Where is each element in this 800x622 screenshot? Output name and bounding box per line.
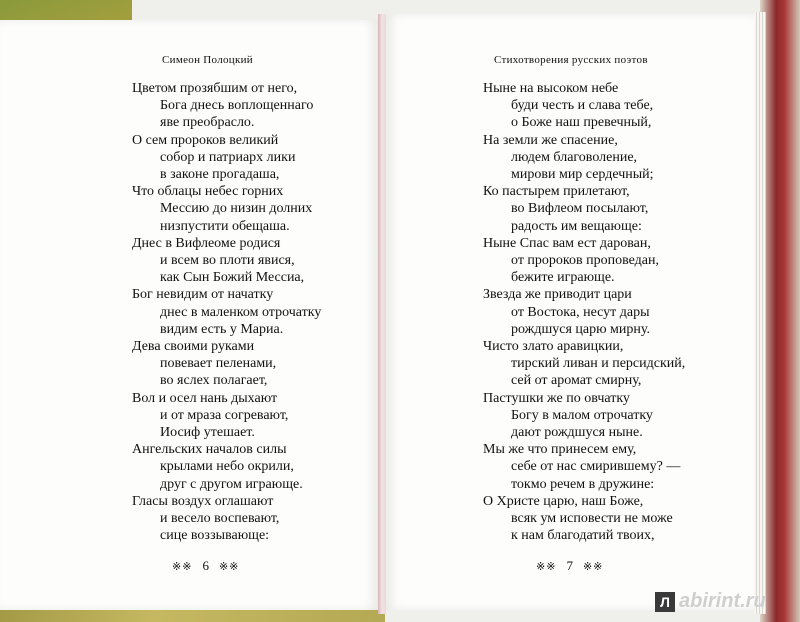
verse-line: от Востока, несут дары xyxy=(511,304,650,320)
verse-line: крылами небо окрили, xyxy=(160,459,294,475)
verse-line: низпустити обещаша. xyxy=(160,218,290,234)
verse-line: Бога днесь воплощеннаго xyxy=(160,98,314,114)
verse-line: Богу в малом отрочатку xyxy=(511,407,653,423)
ornament-right-icon: ※※ xyxy=(582,560,604,573)
verse-line: людем благоволение, xyxy=(511,149,638,165)
watermark-letter-icon: Л xyxy=(655,592,675,612)
verse-line: сей от аромат смирну, xyxy=(511,373,642,389)
verse-line: буди честь и слава тебе, xyxy=(511,98,654,114)
verse-line: к нам благодатий твоих, xyxy=(511,528,655,544)
verse-line: Пастушки же по овчатку xyxy=(483,390,630,406)
verse-line: Мессию до низин долних xyxy=(160,201,313,217)
ornament-left-icon: ※※ xyxy=(172,560,193,573)
verse-line: Иосиф утешает. xyxy=(160,425,255,441)
verse-line: Чисто злато аравицкии, xyxy=(483,339,624,355)
verse-line: О сем пророков великий xyxy=(132,132,279,148)
book-gutter xyxy=(378,14,386,614)
right-page xyxy=(386,14,754,610)
verse-line: Гласы воздух оглашают xyxy=(132,493,274,509)
verse-line: На земли же спасение, xyxy=(483,132,618,148)
verse-line: рождшуся царю мирну. xyxy=(511,321,650,337)
verse-line: Дева своими руками xyxy=(132,339,255,355)
verse-line: собор и патриарх лики xyxy=(160,149,296,165)
verse-line: и всем во плоти явися, xyxy=(160,253,295,269)
left-page-header: Симеон Полоцкий xyxy=(162,54,253,66)
verse-line: в законе прогадаша, xyxy=(160,167,280,183)
verse-line: Днес в Вифлеоме родися xyxy=(132,235,281,251)
verse-line: Звезда же приводит цари xyxy=(483,287,632,303)
watermark-logo xyxy=(655,590,766,613)
verse-line: Ко пастырем прилетают, xyxy=(483,184,630,200)
verse-line: и от мраза согревают, xyxy=(160,407,289,423)
verse-line: Ныне на высоком небе xyxy=(483,81,619,96)
right-page-verse xyxy=(483,80,685,544)
left-page xyxy=(0,20,378,610)
verse-line: сице воззывающе: xyxy=(160,528,270,544)
ornament-right-icon: ※※ xyxy=(218,560,240,573)
verse-line: Ангельских началов силы xyxy=(132,442,287,458)
verse-line: бежите играюще. xyxy=(511,270,615,286)
verse-line: О Христе царю, наш Боже, xyxy=(483,493,644,509)
verse-line: во яслех полагает, xyxy=(160,373,268,389)
verse-line: друг с другом играюще. xyxy=(160,476,303,492)
verse-line: повевает пеленами, xyxy=(160,356,277,372)
verse-line: токмо речем в дружине: xyxy=(511,476,655,492)
verse-line: и весело воспевают, xyxy=(160,511,280,527)
verse-line: во Вифлеом посылают, xyxy=(511,201,649,217)
watermark-text: abirint.ru xyxy=(679,590,766,612)
verse-line: днес в маленком отрочатку xyxy=(160,304,322,320)
verse-line: Вол и осел нань дыхают xyxy=(132,390,278,406)
left-page-number: 6 xyxy=(202,558,209,573)
right-page-number: 7 xyxy=(566,558,573,573)
verse-line: Что облацы небес горних xyxy=(132,184,284,200)
verse-line: тирский ливан и персидский, xyxy=(511,356,686,372)
book-cover-right xyxy=(760,0,800,622)
right-page-header: Стихотворения русских поэтов xyxy=(494,54,648,66)
verse-line: Мы же что принесем ему, xyxy=(483,442,637,458)
verse-line: яве преобрасло. xyxy=(160,115,255,131)
verse-line: Ныне Спас вам ест дарован, xyxy=(483,235,651,251)
right-page-footer xyxy=(536,558,603,574)
verse-line: дают рождшуся ныне. xyxy=(511,425,643,441)
verse-line: всяк ум исповести не може xyxy=(511,511,673,527)
left-page-footer xyxy=(172,558,239,574)
verse-line: радость им вещающе: xyxy=(511,218,642,234)
verse-line: себе от нас смирившему? — xyxy=(511,459,681,475)
verse-line: видим есть у Мариа. xyxy=(160,321,284,337)
verse-line: Цветом прозябшим от него, xyxy=(132,81,298,96)
page-edges xyxy=(754,12,766,614)
verse-line: от пророков проповедан, xyxy=(511,253,659,269)
left-page-verse xyxy=(132,80,321,544)
verse-line: мирови мир сердечный; xyxy=(511,167,654,183)
ornament-left-icon: ※※ xyxy=(536,560,557,573)
verse-line: Бог невидим от начатку xyxy=(132,287,274,303)
verse-line: о Боже наш превечный, xyxy=(511,115,652,131)
verse-line: как Сын Божий Мессиа, xyxy=(160,270,305,286)
